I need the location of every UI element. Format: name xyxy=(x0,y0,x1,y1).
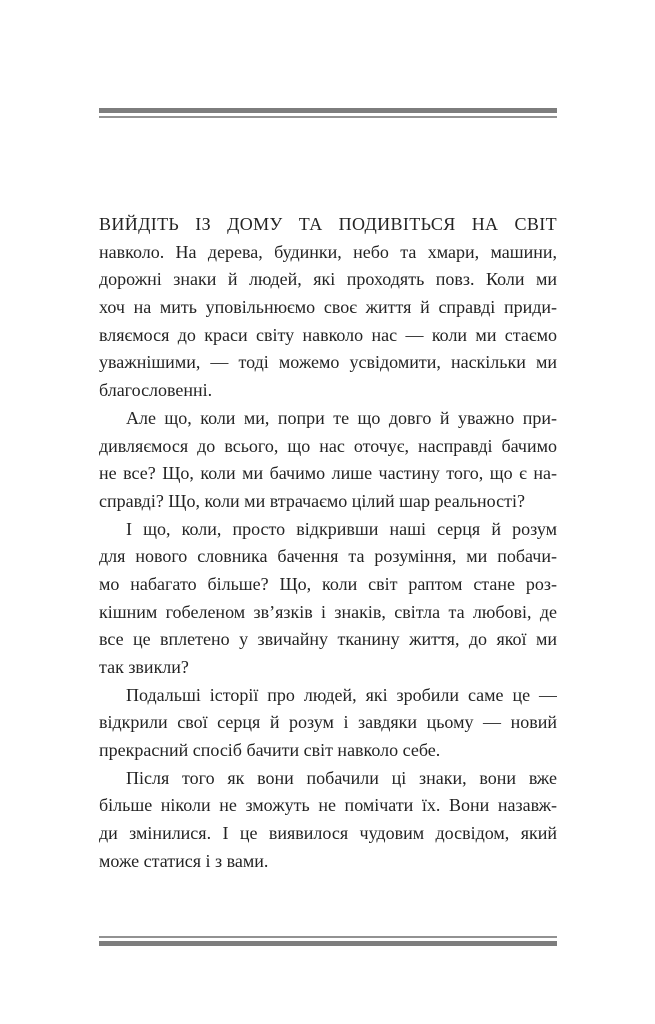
text-line: не все? Що, коли ми бачимо лише частину того, що є на- xyxy=(99,463,557,484)
bottom-rule xyxy=(99,936,557,946)
text-line: прекрасний спосіб бачити світ навколо себе. xyxy=(99,740,441,761)
text-line: Подальші історії про людей, які зробили саме це — xyxy=(126,684,557,705)
top-rule-thin-line xyxy=(99,116,557,118)
text-line: дивляємося до всього, що нас оточує, насправді бачимо xyxy=(99,435,557,456)
text-line: Після того як вони побачили ці знаки, вони вже xyxy=(126,767,557,788)
text-line: І що, коли, просто відкривши наші серця й розум xyxy=(126,518,557,539)
bottom-rule-thick-line xyxy=(99,941,557,946)
page-text xyxy=(99,211,557,876)
text-line: дорожні знаки й людей, які проходять повз. Коли ми xyxy=(99,269,557,290)
text-line: для нового словника бачення та розуміння, ми побачи- xyxy=(99,546,557,567)
text-line: кішним гобеленом зв’язків і знаків, світла та любові, де xyxy=(99,601,557,622)
text-line: все це вплетено у звичайну тканину життя, до якої ми xyxy=(99,629,557,650)
text-line: мо набагато більше? Що, коли світ раптом стане роз- xyxy=(99,573,557,594)
top-rule xyxy=(99,108,557,118)
text-line: вляємося до краси світу навколо нас — коли ми стаємо xyxy=(99,324,557,345)
text-line: більше ніколи не зможуть не помічати їх. Вони назавж- xyxy=(99,795,557,816)
text-line: відкрили свої серця й розум і завдяки цьому — новий xyxy=(99,712,557,733)
text-line: благословенні. xyxy=(99,380,213,401)
text-line: Але що, коли ми, попри те що довго й уважно при- xyxy=(126,407,557,428)
text-line: може статися і з вами. xyxy=(99,850,269,871)
text-line: ВИЙДІТЬ ІЗ ДОМУ ТА ПОДИВІТЬСЯ НА СВІТ xyxy=(99,214,557,234)
text-line: ди змінилися. І це виявилося чудовим досвідом, який xyxy=(99,823,557,844)
text-line: навколо. На дерева, будинки, небо та хмари, машини, xyxy=(99,241,557,262)
text-line: справді? Що, коли ми втрачаємо цілий шар реальності? xyxy=(99,490,525,511)
text-line: хоч на мить уповільнюємо своє життя й справді приди- xyxy=(99,297,557,318)
text-line: уважнішими, — тоді можемо усвідомити, наскільки ми xyxy=(99,352,557,373)
text-line: так звикли? xyxy=(99,657,189,677)
